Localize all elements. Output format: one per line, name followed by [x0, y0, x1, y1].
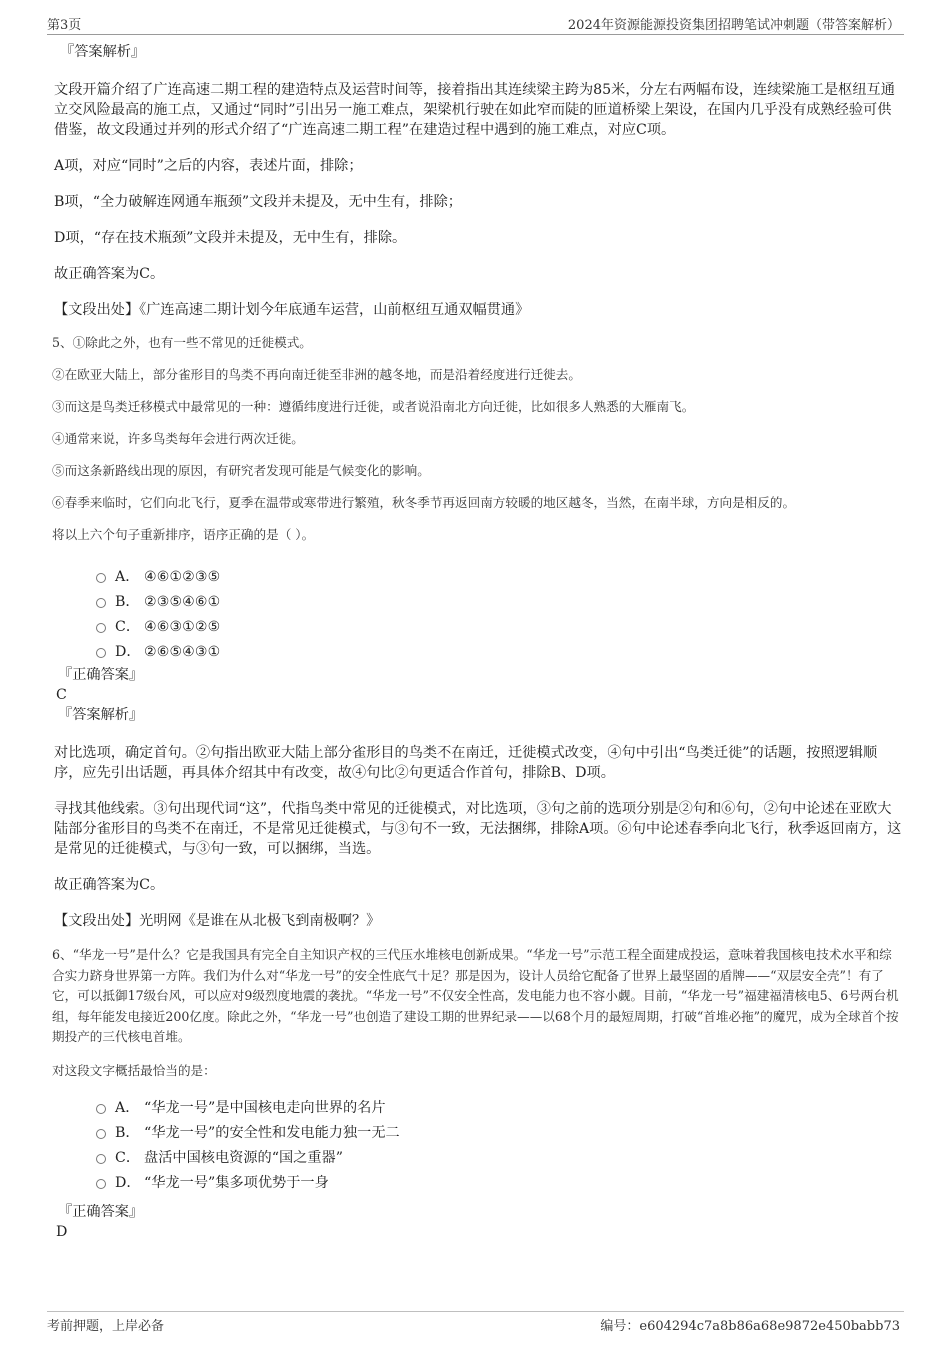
option-d[interactable]: [96, 640, 904, 665]
page-header: [47, 12, 904, 35]
option-letter: C．: [115, 1149, 141, 1166]
option-letter: B．: [115, 1124, 140, 1141]
page-footer: [47, 1311, 904, 1336]
question-5-sentence: ⑥春季来临时，它们向北飞行，夏季在温带或寒带进行繁殖，秋冬季节再返回南方较暖的地区越冬，当然，在南半球，方向是相反的。: [52, 495, 796, 510]
question-5-sentence: ②在欧亚大陆上，部分雀形目的鸟类不再向南迁徙至非洲的越冬地，而是沿着经度进行迁徙去。: [52, 367, 581, 382]
analysis-paragraph: 对比选项，确定首句。②句指出欧亚大陆上部分雀形目的鸟类不在南迁，迁徙模式改变，④句中引出“鸟类迁徙”的话题，按照逻辑顺序，应先引出话题，再具体介绍其中有改变，故④句比②句更适合作首句，排除B、D项。: [54, 745, 878, 781]
source-citation: 【文段出处】《广连高速二期计划今年底通车运营，山前枢纽互通双幅贯通》: [54, 302, 530, 318]
answer-label: 『正确答案』: [58, 1203, 144, 1220]
document-title: 2024年资源能源投资集团招聘笔试冲刺题（带答案解析）: [567, 18, 900, 33]
radio-button[interactable]: [96, 1154, 106, 1164]
radio-button[interactable]: [96, 648, 106, 658]
option-text: “华龙一号”的安全性和发电能力独一无二: [144, 1124, 400, 1141]
radio-button[interactable]: [96, 573, 106, 583]
option-b[interactable]: [96, 590, 904, 615]
radio-button[interactable]: [96, 1104, 106, 1114]
analysis-label: 『答案解析』: [58, 707, 144, 723]
option-letter: D．: [115, 644, 141, 660]
option-letter: A．: [115, 1099, 140, 1116]
question-5-sentence: ③而这是鸟类迁移模式中最常见的一种：遵循纬度进行迁徙，或者说沿南北方向迁徙，比如很多人熟悉的大雁南飞。: [52, 399, 695, 414]
option-text: ②③⑤④⑥①: [144, 594, 221, 610]
option-text: “华龙一号”集多项优势于一身: [144, 1174, 329, 1191]
correct-answer-statement: 故正确答案为C。: [54, 266, 165, 282]
radio-button[interactable]: [96, 623, 106, 633]
footer-slogan: 考前押题，上岸必备: [47, 1319, 165, 1334]
option-a[interactable]: [96, 1096, 904, 1121]
answer-label: 『正确答案』: [58, 667, 144, 683]
radio-button[interactable]: [96, 598, 106, 608]
question-5-sentence: 5、①除此之外，也有一些不常见的迁徙模式。: [52, 335, 312, 350]
option-letter: B．: [115, 594, 140, 610]
question-6-options: [96, 1096, 904, 1196]
analysis-paragraph: 寻找其他线索。③句出现代词“这”，代指鸟类中常见的迁徙模式，对比选项，③句之前的选项分别是②句和⑥句，②句中论述在亚欧大陆部分雀形目的鸟类不在南迁，不是常见迁徙模式，与③句不一致，无法捆绑，排除A项。⑥句中论述春季向北飞行，秋季返回南方，这是常见的迁徙模式，与③句一致，可以捆绑，当选。: [54, 801, 902, 857]
option-letter: C．: [115, 619, 141, 635]
question-5-prompt: 将以上六个句子重新排序，语序正确的是（ ）。: [52, 527, 315, 542]
option-text: ④⑥①②③⑤: [144, 569, 221, 585]
analysis-paragraph: 文段开篇介绍了广连高速二期工程的建造特点及运营时间等，接着指出其连续梁主跨为85米，分左右两幅布设，连续梁施工是枢纽互通立交风险最高的施工点，又通过“同时”引出另一施工难点，架梁机行驶在如此窄而陡的匝道桥梁上架设，在国内几乎没有成熟经验可供借鉴，故文段通过并列的形式介绍了“广连高速二期工程”在建造过程中遇到的施工难点，对应C项。: [54, 82, 895, 138]
document-serial-number: 编号：e604294c7a8b86a68e9872e450babb73: [600, 1319, 900, 1334]
answer-value: C: [56, 687, 67, 703]
correct-answer-statement: 故正确答案为C。: [54, 877, 165, 893]
option-text: ②⑥⑤④③①: [144, 644, 221, 660]
analysis-label: 『答案解析』: [60, 44, 146, 60]
question-6-stem: 6、“华龙一号”是什么？它是我国具有完全自主知识产权的三代压水堆核电创新成果。“华龙一号”示范工程全面建成投运，意味着我国核电技术水平和综合实力跻身世界第一方阵。我们为什么对“华龙一号”的安全性底气十足？那是因为，设计人员给它配备了世界上最坚固的盾牌——“双层安全壳”！有了它，可以抵御17级台风，可以应对9级烈度地震的袭扰。“华龙一号”不仅安全性高，发电能力也不容小觑。目前，“华龙一号”福建福清核电5、6号两台机组，每年能发电接近200亿度。除此之外，“华龙一号”也创造了建设工期的世界纪录——以68个月的最短周期，打破“首堆必拖”的魔咒，成为全球首个按期投产的三代核电首堆。: [52, 947, 899, 1044]
option-text: “华龙一号”是中国核电走向世界的名片: [144, 1099, 386, 1116]
analysis-paragraph: A项，对应“同时”之后的内容，表述片面，排除；: [54, 158, 363, 174]
question-5-sentence: ④通常来说，许多鸟类每年会进行两次迁徙。: [52, 431, 304, 446]
question-5-sentence: ⑤而这条新路线出现的原因，有研究者发现可能是气候变化的影响。: [52, 463, 430, 478]
option-letter: A．: [115, 569, 140, 585]
option-text: ④⑥③①②⑤: [144, 619, 221, 635]
option-text: 盘活中国核电资源的“国之重器”: [144, 1149, 343, 1166]
option-letter: D．: [115, 1174, 141, 1191]
option-d[interactable]: [96, 1171, 904, 1196]
option-b[interactable]: [96, 1121, 904, 1146]
radio-button[interactable]: [96, 1179, 106, 1189]
option-a[interactable]: [96, 565, 904, 590]
radio-button[interactable]: [96, 1129, 106, 1139]
option-c[interactable]: [96, 1146, 904, 1171]
analysis-paragraph: B项，“全力破解连网通车瓶颈”文段并未提及，无中生有，排除；: [54, 194, 462, 210]
answer-value: D: [56, 1223, 68, 1240]
page-content: [54, 42, 904, 1242]
question-5-options: [96, 565, 904, 665]
source-citation: 【文段出处】光明网《是谁在从北极飞到南极啊？》: [54, 913, 381, 929]
page-number: 第3页: [47, 18, 82, 33]
question-6-prompt: 对这段文字概括最恰当的是：: [52, 1062, 216, 1078]
option-c[interactable]: [96, 615, 904, 640]
analysis-paragraph: D项，“存在技术瓶颈”文段并未提及，无中生有，排除。: [54, 230, 407, 246]
